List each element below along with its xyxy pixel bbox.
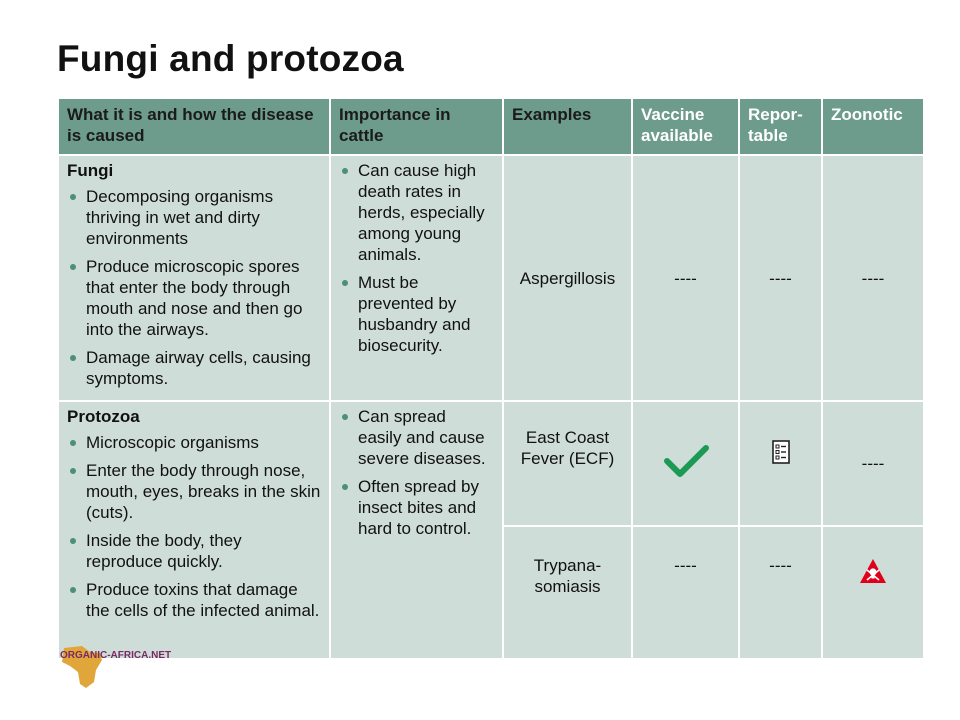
list-item: Produce toxins that damage the cells of the infected animal. <box>67 579 321 621</box>
header-what: What it is and how the disease is caused <box>58 98 330 155</box>
fungi-importance-cell <box>330 155 503 401</box>
trypanosomiasis-zoonotic-cell <box>822 526 924 659</box>
fungi-heading: Fungi <box>67 161 114 180</box>
trypanosomiasis-reportable-cell: ---- <box>739 526 822 659</box>
list-item: Enter the body through nose, mouth, eyes, breaks in the skin (cuts). <box>67 460 321 523</box>
fungi-example-cell: Aspergillosis <box>503 155 632 401</box>
list-item: Inside the body, they reproduce quickly. <box>67 530 321 572</box>
header-examples: Examples <box>503 98 632 155</box>
report-icon <box>771 440 791 469</box>
header-reportable: Repor-table <box>739 98 822 155</box>
ecf-reportable-cell <box>739 401 822 526</box>
header-row <box>58 98 924 155</box>
fungi-vaccine-cell: ---- <box>632 155 739 401</box>
protozoa-points-list <box>67 432 321 621</box>
organic-africa-logo <box>56 640 176 690</box>
fungi-importance-list <box>339 160 494 356</box>
list-item: Produce microscopic spores that enter the body through mouth and nose and then go into the airways. <box>67 256 321 340</box>
list-item: Can spread easily and cause severe diseases. <box>339 406 494 469</box>
logo-text: ORGANIC-AFRICA.NET <box>60 650 172 661</box>
list-item: Can cause high death rates in herds, especially among young animals. <box>339 160 494 265</box>
table-row-ecf <box>58 401 924 526</box>
table-row-fungi <box>58 155 924 401</box>
trypanosomiasis-vaccine-cell: ---- <box>632 526 739 659</box>
list-item: Often spread by insect bites and hard to control. <box>339 476 494 539</box>
fungi-description-cell <box>58 155 330 401</box>
header-zoonotic: Zoonotic <box>822 98 924 155</box>
fungi-reportable-cell: ---- <box>739 155 822 401</box>
header-importance: Importance in cattle <box>330 98 503 155</box>
list-item: Microscopic organisms <box>67 432 321 453</box>
header-vaccine: Vaccine available <box>632 98 739 155</box>
list-item: Must be prevented by husbandry and biosecurity. <box>339 272 494 356</box>
ecf-vaccine-cell <box>632 401 739 526</box>
africa-map-icon <box>56 640 116 690</box>
list-item: Damage airway cells, causing symptoms. <box>67 347 321 389</box>
disease-table <box>57 97 925 660</box>
protozoa-importance-list <box>339 406 494 539</box>
checkmark-icon <box>663 444 709 483</box>
fungi-points-list <box>67 186 321 389</box>
protozoa-heading: Protozoa <box>67 407 140 426</box>
ecf-zoonotic-cell: ---- <box>822 401 924 526</box>
ecf-example-cell: East Coast Fever (ECF) <box>503 401 632 526</box>
page-title: Fungi and protozoa <box>57 38 404 79</box>
protozoa-description-cell <box>58 401 330 659</box>
hazard-icon <box>858 557 888 590</box>
trypanosomiasis-example-cell: Trypana-somiasis <box>503 526 632 659</box>
protozoa-importance-cell <box>330 401 503 659</box>
list-item: Decomposing organisms thriving in wet and dirty environments <box>67 186 321 249</box>
fungi-zoonotic-cell: ---- <box>822 155 924 401</box>
